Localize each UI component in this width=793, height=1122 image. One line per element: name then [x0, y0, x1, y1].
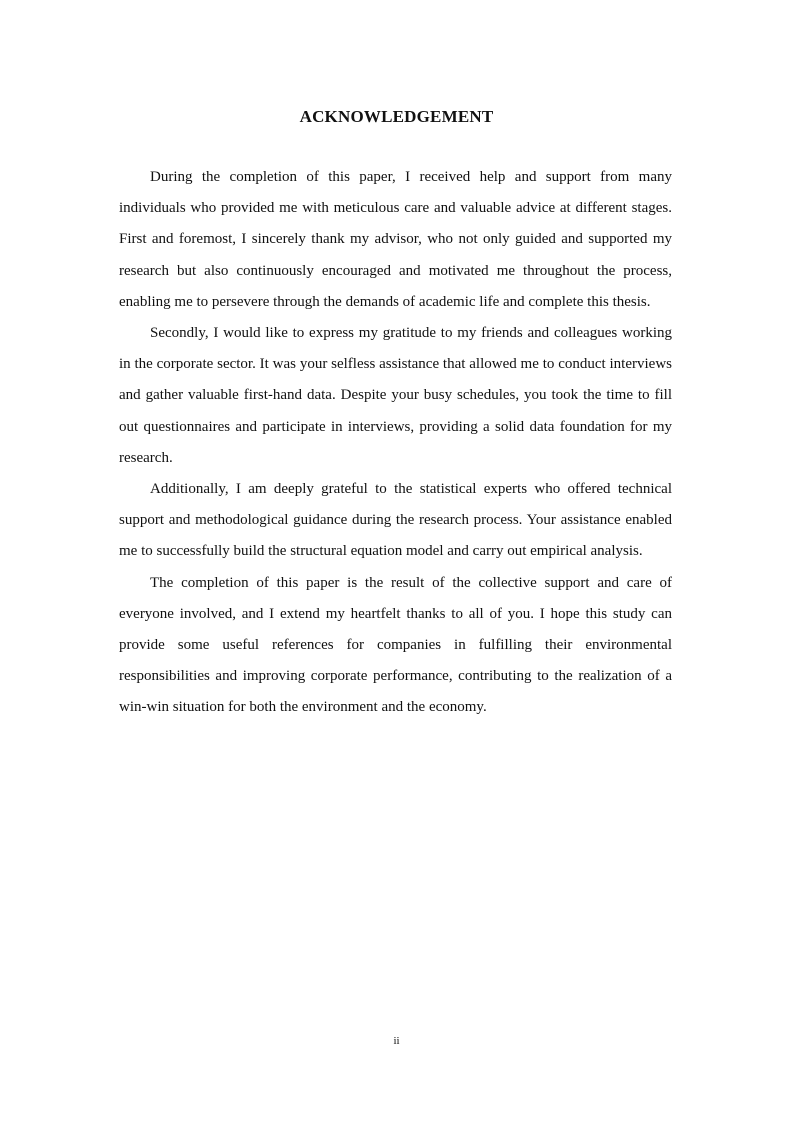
paragraph-1: During the completion of this paper, I received help and support from many individuals who provided me with meticulous care and valuable advice at different stages. First and foremost, I sincerely thank my advisor, who not only guided and supported my research but also continuously encouraged and motivated me throughout the process, enabling me to persevere through the demands of academic life and complete this thesis. [119, 169, 672, 310]
acknowledgement-body [119, 162, 672, 724]
paragraph-2: Secondly, I would like to express my gratitude to my friends and colleagues working in the corporate sector. It was your selfless assistance that allowed me to conduct interviews and gather valuable first-hand data. Despite your busy schedules, you took the time to fill out questionnaires and participate in interviews, providing a solid data foundation for my research. [119, 325, 672, 466]
page-number: ii [393, 1035, 400, 1047]
paragraph-4: The completion of this paper is the result of the collective support and care of everyone involved, and I extend my heartfelt thanks to all of you. I hope this study can provide some useful references for companies in fulfilling their environmental responsibilities and improving corporate performance, contributing to the realization of a win-win situation for both the environment and the economy. [119, 574, 672, 716]
page-title: ACKNOWLEDGEMENT [299, 107, 494, 126]
paragraph-3: Additionally, I am deeply grateful to the statistical experts who offered technical support and methodological guidance during the research process. Your assistance enabled me to successfully build the structural equation model and carry out empirical analysis. [119, 481, 672, 560]
